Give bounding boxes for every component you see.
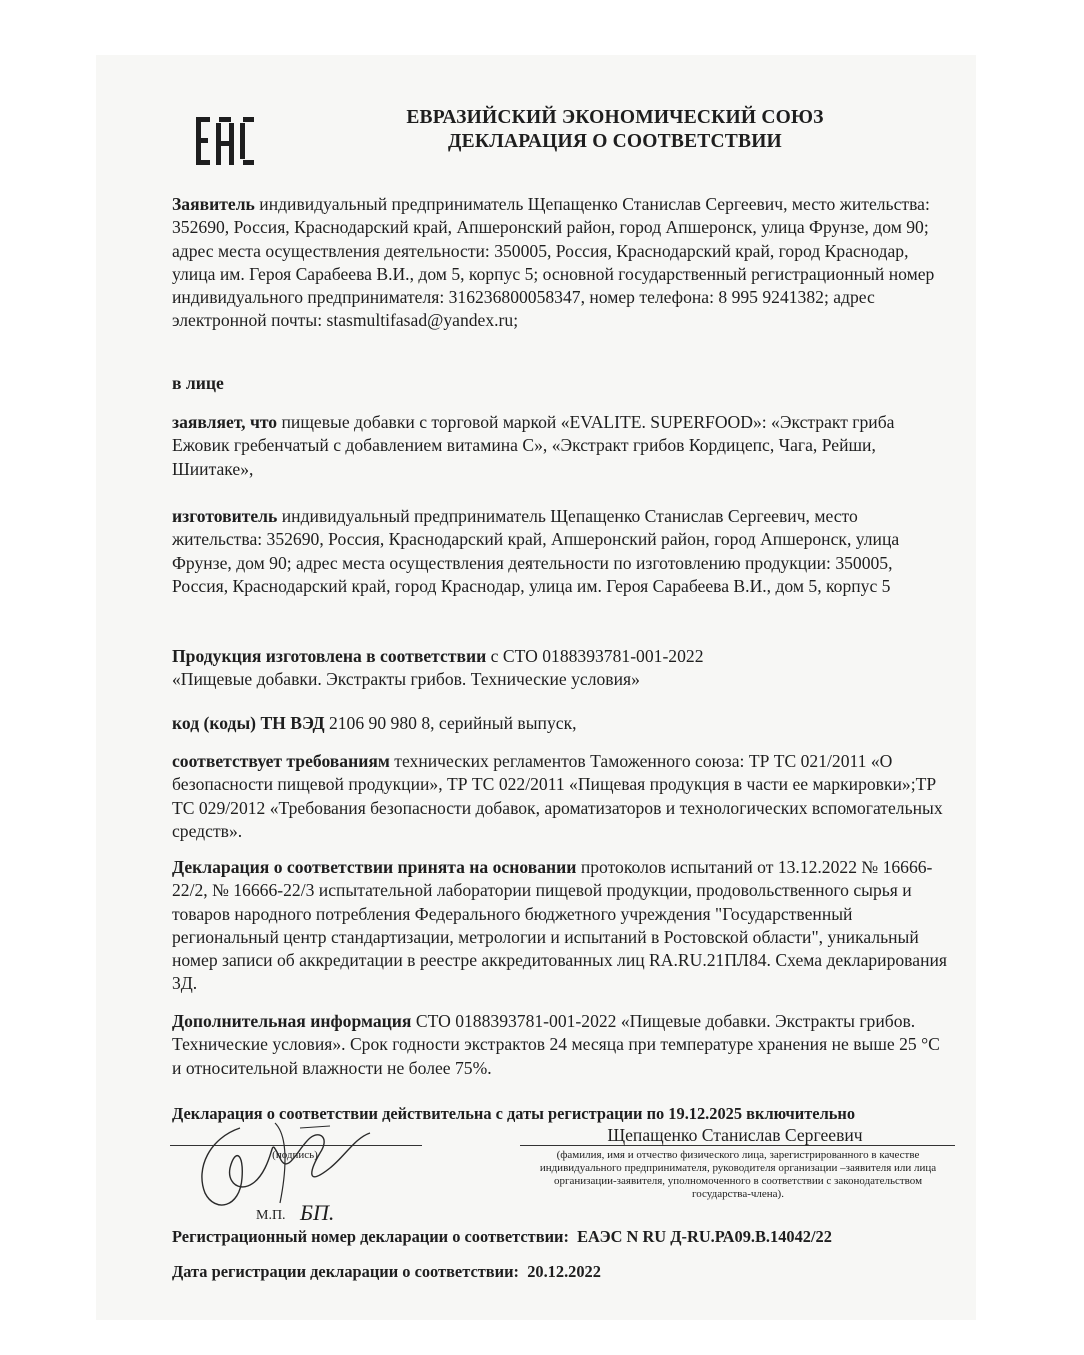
basis-label: Декларация о соответствии принята на основании xyxy=(172,857,577,877)
eac-logo-mark xyxy=(196,117,254,165)
stamp-label: М.П. xyxy=(256,1208,286,1223)
additional-label: Дополнительная информация xyxy=(172,1011,412,1031)
signatory-name: Щепащенко Станислав Сергеевич xyxy=(607,1125,863,1145)
in-person-section xyxy=(172,372,947,395)
eac-logo xyxy=(196,117,254,165)
applicant-text: индивидуальный предприниматель Щепащенко Станислав Сергеевич, место жительства: 352690, Россия, Краснодарский край, Апшеронский район, город Апшеронск, улица Фрунзе, дом 90; адрес места осуществления деятельности: 350005, Россия, Краснодарский край, город Краснодар, улица им. Героя Сарабеева В.И., дом 5, корпус 5; основной государственный регистрационный номер индивидуального предпринимателя: 316236800058347, номер телефона: 8 995 9241382; адрес электронной почты: stasmultifasad@yandex.ru; xyxy=(172,194,935,331)
signature-caption: (подпись) xyxy=(272,1149,318,1161)
registration-section xyxy=(172,1225,947,1248)
name-line xyxy=(520,1145,955,1146)
declares-label: заявляет, что xyxy=(172,412,278,432)
header-declaration-title: ДЕКЛАРАЦИЯ О СООТВЕТСТВИИ xyxy=(448,131,782,152)
applicant-label: Заявитель xyxy=(172,194,255,214)
conforms-section xyxy=(172,750,947,843)
conforms-text: технических регламентов Таможенного союза: ТР ТС 021/2011 «О безопасности пищевой продукции», ТР ТС 022/2011 «Пищевая продукция в части ее маркировки»;ТР ТС 029/2012 «Требования безопасности добавок, ароматизаторов и технологических вспомогательных средств». xyxy=(172,751,943,841)
produced-text: с СТО 0188393781-001-2022 xyxy=(486,646,704,666)
manufacturer-label: изготовитель xyxy=(172,506,278,526)
code-section xyxy=(172,712,947,735)
stamp-note: БП. xyxy=(300,1200,335,1225)
basis-section xyxy=(172,856,947,996)
additional-text: СТО 0188393781-001-2022 «Пищевые добавки. Экстракты грибов. Технические условия». Срок годности экстрактов 24 месяца при температуре хранения не выше 25 °С и относительной влажности не более 75%. xyxy=(172,1011,940,1078)
manufacturer-section xyxy=(172,505,947,598)
produced-label: Продукция изготовлена в соответствии xyxy=(172,646,487,666)
in-person-label: в лице xyxy=(172,373,224,393)
code-text: 2106 90 980 8, серийный выпуск, xyxy=(324,713,577,733)
basis-text: протоколов испытаний от 13.12.2022 № 16666-22/2, № 16666-22/3 испытательной лаборатории пищевой продукции, продовольственного сырья и товаров народного потребления Федерального бюджетного учреждения "Государственный региональный центр стандартизации, метрологии и испытаний в Ростовской области", уникальный номер записи об аккредитации в реестре аккредитованных лиц RA.RU.21ПЛ84. Схема декларирования 3Д. xyxy=(172,857,947,994)
additional-section xyxy=(172,1010,947,1080)
validity-text: Декларация о соответствии действительна с даты регистрации по 19.12.2025 включительно xyxy=(172,1104,856,1123)
registration-date-label: Дата регистрации декларации о соответствии: xyxy=(172,1262,519,1281)
name-caption: (фамилия, имя и отчество физического лица, зарегистрированного в качестве индивидуального предпринимателя, руководителя организации –заявителя или лица организации-заявителя, уполномоченного в соответствии с законодательством государства-члена). xyxy=(539,1149,937,1200)
declares-text: пищевые добавки с торговой маркой «EVALITE. SUPERFOOD»: «Экстракт гриба Ежовик гребенчатый с добавлением витамина С», «Экстракт грибов Кордицепс, Чага, Рейши, Шиитаке», xyxy=(172,412,895,479)
registration-date-section xyxy=(172,1260,947,1283)
header-union-title: ЕВРАЗИЙСКИЙ ЭКОНОМИЧЕСКИЙ СОЮЗ xyxy=(406,107,824,128)
registration-date-value: 20.12.2022 xyxy=(527,1262,601,1281)
manufacturer-text: индивидуальный предприниматель Щепащенко Станислав Сергеевич, место жительства: 352690, Россия, Краснодарский край, Апшеронский район, город Апшеронск, улица Фрунзе, дом 90; адрес места осуществления деятельности по изготовлению продукции: 350005, Россия, Краснодарский край, город Краснодар, улица им. Героя Сарабеева В.И., дом 5, корпус 5 xyxy=(172,506,900,596)
produced-standard-title: «Пищевые добавки. Экстракты грибов. Технические условия» xyxy=(172,669,640,690)
conforms-label: соответствует требованиям xyxy=(172,751,390,771)
applicant-section xyxy=(172,193,947,333)
produced-section xyxy=(172,645,947,692)
code-label: код (коды) ТН ВЭД xyxy=(172,713,325,733)
registration-number: ЕАЭС N RU Д-RU.РА09.В.14042/22 xyxy=(577,1227,832,1246)
registration-label: Регистрационный номер декларации о соответствии: xyxy=(172,1227,569,1246)
document-header xyxy=(300,106,930,154)
declares-section xyxy=(172,411,947,481)
